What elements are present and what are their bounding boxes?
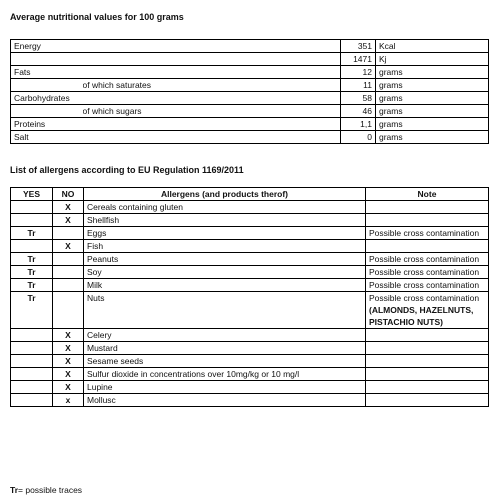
nutrient-unit: grams [376,92,489,105]
allergen-name: Eggs [84,227,366,240]
allergen-no-mark [53,266,84,279]
header-no: NO [53,188,84,201]
allergen-header-row [11,188,489,201]
allergen-row [11,253,489,266]
nutrient-sublabel [83,131,341,144]
allergen-yes-mark [11,201,53,214]
allergen-yes-mark: Tr [11,227,53,240]
nutrient-sublabel [83,66,341,79]
footnote-abbr: Tr [10,485,19,495]
allergen-yes-mark [11,368,53,381]
nutrition-row [11,53,489,66]
allergen-note [366,292,489,329]
allergen-no-mark: X [53,342,84,355]
nutrition-row [11,131,489,144]
allergen-yes-mark [11,342,53,355]
allergen-no-mark [53,292,84,329]
allergen-note [366,342,489,355]
allergen-name: Sesame seeds [84,355,366,368]
nutrient-sublabel [83,118,341,131]
allergen-note-text: Possible cross contamination [369,228,480,238]
allergen-name: Celery [84,329,366,342]
allergen-name: Shellfish [84,214,366,227]
allergen-no-mark: X [53,368,84,381]
allergen-row [11,240,489,253]
nutrient-unit: Kcal [376,40,489,53]
nutrient-label: Proteins [11,118,83,131]
nutrient-value: 0 [341,131,376,144]
allergen-yes-mark [11,214,53,227]
allergen-yes-mark: Tr [11,253,53,266]
allergen-no-mark: X [53,214,84,227]
allergen-no-mark: x [53,394,84,407]
allergen-name: Nuts [84,292,366,329]
allergen-yes-mark [11,394,53,407]
allergen-no-mark: X [53,201,84,214]
allergen-note-detail: (ALMONDS, HAZELNUTS, PISTACHIO NUTS) [369,305,474,327]
allergen-row [11,381,489,394]
allergen-row [11,394,489,407]
allergen-no-mark: X [53,329,84,342]
nutrient-sublabel [83,53,341,66]
allergen-no-mark [53,253,84,266]
allergen-yes-mark [11,240,53,253]
allergen-name: Fish [84,240,366,253]
allergen-table [10,187,489,407]
allergen-row [11,201,489,214]
allergen-name: Lupine [84,381,366,394]
nutrient-sublabel [83,40,341,53]
nutrition-row [11,105,489,118]
allergen-note-text: Possible cross contamination [369,280,480,290]
nutrition-table [10,39,489,144]
allergen-row [11,368,489,381]
header-yes: YES [11,188,53,201]
allergen-name: Soy [84,266,366,279]
nutrient-unit: grams [376,66,489,79]
nutrition-row [11,66,489,79]
allergen-row [11,279,489,292]
header-note: Note [366,188,489,201]
allergen-note [366,279,489,292]
allergen-note [366,368,489,381]
allergen-note-text: Possible cross contamination [369,267,480,277]
allergen-row [11,214,489,227]
allergen-note [366,253,489,266]
nutrient-unit: Kj [376,53,489,66]
allergen-row [11,292,489,329]
allergen-row [11,329,489,342]
allergen-note [366,201,489,214]
allergen-note [366,227,489,240]
allergen-name: Sulfur dioxide in concentrations over 10mg/kg or 10 mg/l [84,368,366,381]
nutrient-value: 58 [341,92,376,105]
nutrition-row [11,40,489,53]
nutrient-label: Carbohydrates [11,92,83,105]
allergen-name: Mustard [84,342,366,355]
allergen-no-mark [53,279,84,292]
nutrient-sublabel [83,92,341,105]
nutrition-row [11,92,489,105]
header-allergen: Allergens (and products therof) [84,188,366,201]
nutrient-unit: grams [376,79,489,92]
allergen-no-mark: X [53,355,84,368]
allergen-no-mark: X [53,240,84,253]
allergen-yes-mark [11,329,53,342]
nutrient-label: Energy [11,40,83,53]
nutrition-heading: Average nutritional values for 100 grams [10,12,184,22]
allergen-name: Cereals containing gluten [84,201,366,214]
allergen-note [366,214,489,227]
nutrient-label [11,79,83,92]
nutrient-label [11,53,83,66]
footnote [10,485,82,496]
allergen-note [366,355,489,368]
allergen-row [11,355,489,368]
allergen-yes-mark: Tr [11,292,53,329]
allergen-yes-mark [11,381,53,394]
nutrient-unit: grams [376,118,489,131]
allergen-yes-mark: Tr [11,266,53,279]
allergen-name: Peanuts [84,253,366,266]
allergen-table-body [11,201,489,407]
allergen-no-mark: X [53,381,84,394]
nutrition-table-body [11,40,489,144]
nutrient-sublabel: of which saturates [83,79,341,92]
nutrient-value: 12 [341,66,376,79]
nutrient-value: 1471 [341,53,376,66]
allergen-note [366,381,489,394]
nutrient-unit: grams [376,131,489,144]
nutrient-label: Salt [11,131,83,144]
allergen-name: Mollusc [84,394,366,407]
allergen-no-mark [53,227,84,240]
allergen-note [366,394,489,407]
nutrient-value: 11 [341,79,376,92]
allergen-note [366,329,489,342]
allergen-note-text: Possible cross contamination [369,293,480,303]
allergen-name: Milk [84,279,366,292]
footnote-text: = possible traces [18,485,83,495]
nutrient-unit: grams [376,105,489,118]
nutrient-sublabel: of which sugars [83,105,341,118]
allergen-note-text: Possible cross contamination [369,254,480,264]
nutrient-value: 46 [341,105,376,118]
nutrient-label [11,105,83,118]
allergen-note [366,266,489,279]
nutrient-label: Fats [11,66,83,79]
nutrient-value: 351 [341,40,376,53]
nutrition-row [11,118,489,131]
allergen-row [11,227,489,240]
nutrition-row [11,79,489,92]
nutrient-value: 1,1 [341,118,376,131]
allergen-yes-mark [11,355,53,368]
allergen-yes-mark: Tr [11,279,53,292]
allergen-note [366,240,489,253]
allergen-heading: List of allergens according to EU Regulation 1169/2011 [10,165,244,175]
allergen-row [11,266,489,279]
allergen-row [11,342,489,355]
